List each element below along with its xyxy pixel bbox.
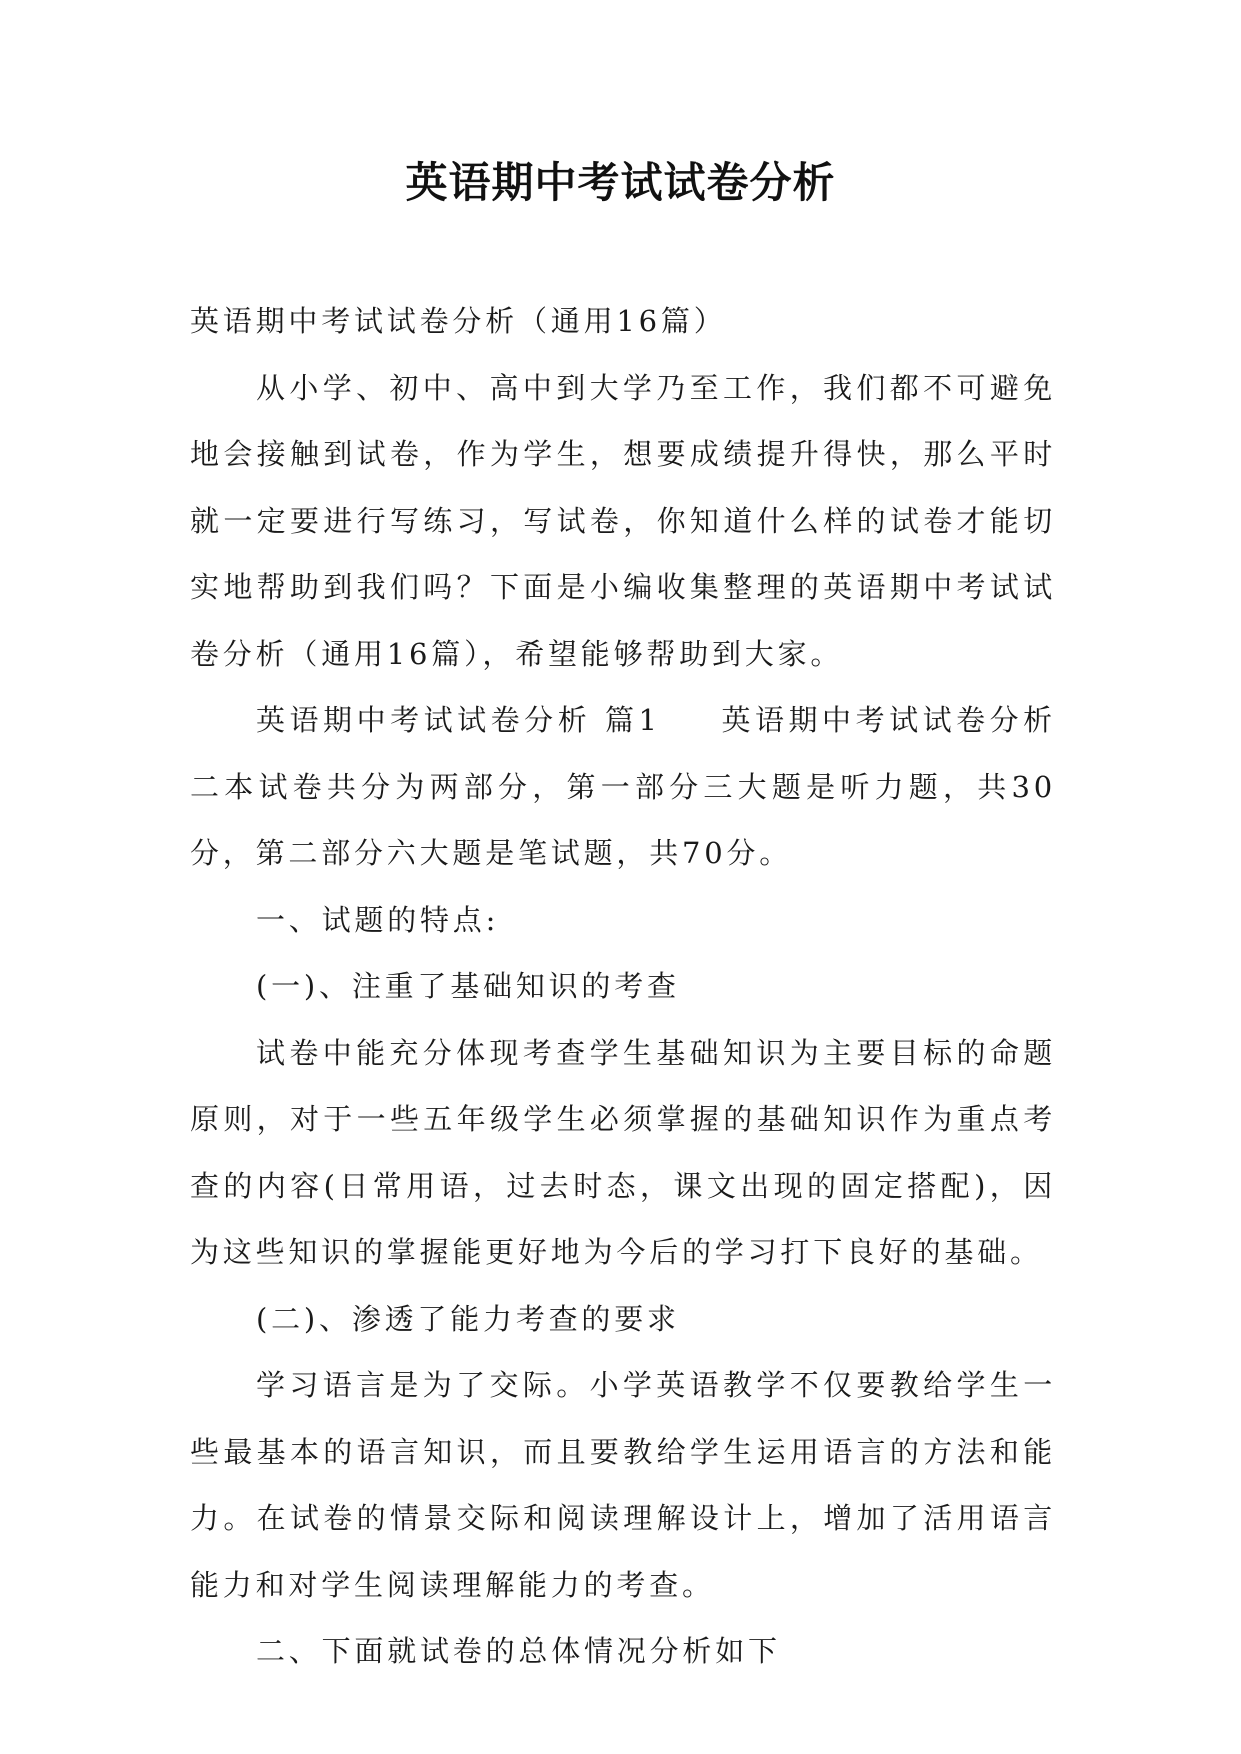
subheading-basics: (一)、注重了基础知识的考查	[256, 969, 680, 1003]
heading-features: 一、试题的特点:	[256, 902, 500, 937]
heading-overall-analysis: 二、下面就试卷的总体情况分析如下	[256, 1634, 781, 1668]
document-title: 英语期中考试试卷分析	[405, 158, 836, 207]
document-subtitle: 英语期中考试试卷分析（通用16篇）	[190, 304, 727, 338]
subheading-ability: (二)、渗透了能力考查的要求	[256, 1301, 680, 1336]
intro-paragraph: 从小学、初中、高中到大学乃至工作，我们都不可避免地会接触到试卷，作为学生，想要成绩提升得快，那么平时就一定要进行写练习，写试卷，你知道什么样的试卷才能切实地帮助到我们吗？下面是小编收集整理的英语期中考试试卷分析（通用16篇），希望能够帮助到大家。	[190, 370, 1056, 671]
section-label: 英语期中考试试卷分析 篇1	[256, 703, 661, 737]
paragraph-ability: 学习语言是为了交际。小学英语教学不仅要教给学生一些最基本的语言知识，而且要教给学生运用语言的方法和能力。在试卷的情景交际和阅读理解设计上，增加了活用语言能力和对学生阅读理解能力的考查。	[190, 1368, 1056, 1602]
document-body	[190, 288, 1056, 1685]
section-paragraph	[190, 687, 1056, 887]
paragraph-basics: 试卷中能充分体现考查学生基础知识为主要目标的命题原则，对于一些五年级学生必须掌握的基础知识作为重点考查的内容(日常用语，过去时态，课文出现的固定搭配)，因为这些知识的掌握能更好地为今后的学习打下良好的基础。	[190, 1035, 1056, 1269]
section-body: 英语期中考试试卷分析二本试卷共分为两部分，第一部分三大题是听力题，共30分，第二部分六大题是笔试题，共70分。	[190, 703, 1056, 870]
